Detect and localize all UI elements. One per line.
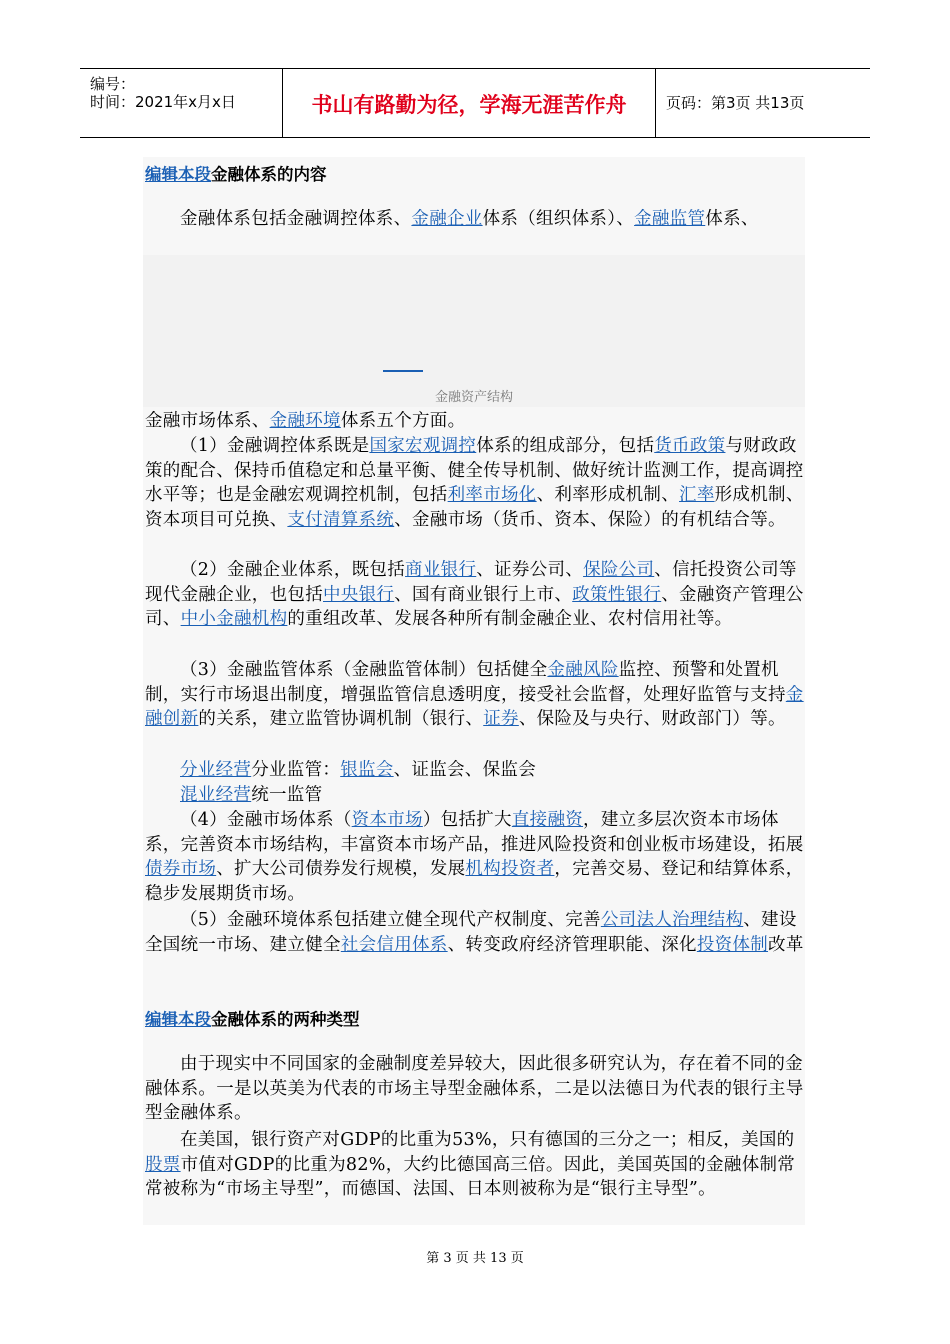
image-link-underline — [383, 370, 423, 372]
page-footer: 第 3 页 共 13 页 — [426, 1251, 524, 1266]
text: ，完善交易、登记和结算体系，稳步发展期货市场。 — [145, 859, 804, 904]
text: 与财政政策的配合、保持币值稳定和总量平衡、健全传导机制、做好统计监测工作，提高调控水平等；也是金融宏观调控机制，包括 — [145, 436, 804, 505]
text: 在美国，银行资产对GDP的比重为53%，只有德国的三分之一；相反，美国的 — [180, 1130, 795, 1150]
header-motto-cell — [283, 69, 656, 137]
text: ）包括扩大 — [422, 810, 512, 830]
image-caption: 金融资产结构 — [434, 390, 513, 405]
link-social-credit-system[interactable]: 社会信用体系 — [340, 934, 448, 955]
link-monetary-policy[interactable]: 货币政策 — [654, 436, 726, 456]
link-stock[interactable]: 股票 — [145, 1154, 181, 1175]
edit-section-link[interactable]: 编辑本段 — [145, 165, 211, 184]
text: 金融体系包括金融调控体系、 — [180, 209, 412, 229]
text: 的重组改革、发展各种所有制金融企业、农村信用社等。 — [287, 609, 733, 629]
text: 、保险及与央行、财政部门）等。 — [518, 709, 786, 729]
paragraph-3b — [145, 783, 805, 808]
header-page-cell — [656, 69, 870, 137]
text: 体系的组成部分，包括 — [476, 436, 655, 456]
text: 分业监管： — [251, 760, 341, 780]
link-macro-control[interactable]: 国家宏观调控 — [369, 436, 477, 456]
text: 、建设全国统一市场、建立健全 — [145, 910, 797, 955]
text: 、金融资产管理公司、 — [145, 584, 804, 629]
text: （3）金融监管体系（金融监管体制）包括健全 — [180, 660, 548, 680]
text: 的关系，建立监管协调机制（银行、 — [198, 709, 484, 729]
section-title: 金融体系的两种类型 — [211, 1010, 360, 1029]
link-interest-rate-marketization[interactable]: 利率市场化 — [447, 485, 537, 505]
paragraph-4 — [145, 808, 805, 906]
section-title: 金融体系的内容 — [211, 165, 327, 184]
motto: 书山有路勤为径，学海无涯苦作舟 — [311, 93, 627, 117]
text: 体系、 — [705, 209, 759, 229]
link-direct-financing[interactable]: 直接融资 — [511, 810, 584, 830]
link-securities[interactable]: 证券 — [483, 709, 519, 729]
text: 、证券公司、 — [476, 560, 584, 580]
link-financial-supervision[interactable]: 金融监管 — [634, 209, 706, 229]
header-info-cell — [80, 69, 283, 137]
paragraph-3a — [145, 758, 805, 783]
text: 改革 — [768, 934, 804, 955]
link-financial-environment[interactable]: 金融环境 — [269, 411, 341, 431]
link-separate-operation[interactable]: 分业经营 — [180, 760, 252, 780]
page-header — [80, 68, 870, 138]
text: 体系五个方面。 — [340, 411, 466, 431]
image-financial-asset-structure[interactable] — [143, 255, 805, 407]
paragraph-6: 由于现实中不同国家的金融制度差异较大，因此很多研究认为，存在着不同的金融体系。一是以英美为代表的市场主导型金融体系，二是以法德日为代表的银行主导型金融体系。 — [145, 1054, 804, 1123]
link-small-financial-institutions[interactable]: 中小金融机构 — [180, 609, 288, 629]
paragraph-5 — [145, 908, 805, 957]
paragraph-2 — [145, 558, 805, 632]
text: 、利率形成机制、 — [536, 485, 680, 505]
text: 、信托投资公司等现代金融企业，也包括 — [145, 560, 797, 605]
link-payment-clearing[interactable]: 支付清算系统 — [287, 509, 395, 530]
link-financial-innovation[interactable]: 金融创新 — [145, 684, 804, 729]
text: 、金融市场（货币、资本、保险）的有机结合等。 — [394, 509, 786, 530]
link-corporate-governance[interactable]: 公司法人治理结构 — [600, 910, 744, 930]
paragraph-intro-continued — [145, 409, 805, 434]
link-policy-bank[interactable]: 政策性银行 — [572, 584, 662, 605]
edit-section-link[interactable]: 编辑本段 — [145, 1010, 211, 1029]
link-financial-enterprise[interactable]: 金融企业 — [411, 209, 483, 229]
link-exchange-rate[interactable]: 汇率 — [679, 485, 715, 505]
text: 、转变政府经济管理职能、深化 — [447, 934, 697, 955]
link-central-bank[interactable]: 中央银行 — [323, 584, 395, 605]
text: ，建立多层次资本市场体系，完善资本市场结构，丰富资本市场产品，推进风险投资和创业板市场建设，拓展 — [145, 810, 804, 855]
section-heading-types — [145, 1006, 360, 1030]
link-investment-system[interactable]: 投资体制 — [696, 934, 769, 955]
text: 体系（组织体系）、 — [482, 209, 635, 229]
link-financial-risk[interactable]: 金融风险 — [547, 660, 619, 680]
text: 、国有商业银行上市、 — [394, 584, 573, 605]
text: （5）金融环境体系包括建立健全现代产权制度、完善 — [180, 910, 601, 930]
section-heading-contents — [145, 161, 327, 185]
text: （1）金融调控体系既是 — [180, 436, 370, 456]
text: 市值对GDP的比重为82%，大约比德国高三倍。因此，美国英国的金融体制常常被称为“市场主导型”，而德国、法国、日本则被称为是“银行主导型”。 — [145, 1154, 796, 1199]
link-insurance-company[interactable]: 保险公司 — [583, 560, 655, 580]
doc-time-label: 时间：2021年x月x日 — [90, 93, 236, 111]
text: 、扩大公司债券发行规模，发展 — [216, 859, 466, 879]
paragraph-3 — [145, 658, 805, 732]
doc-id-label: 编号： — [90, 75, 136, 93]
paragraph-1 — [145, 434, 805, 532]
paragraph-intro — [145, 207, 805, 232]
link-institutional-investors[interactable]: 机构投资者 — [465, 859, 555, 879]
link-bond-market[interactable]: 债券市场 — [145, 859, 217, 879]
paragraph-7 — [145, 1128, 805, 1202]
link-cbrc[interactable]: 银监会 — [340, 760, 394, 780]
text: 金融市场体系、 — [145, 411, 270, 431]
text: 、证监会、保监会 — [393, 760, 537, 780]
page-number-label: 页码：第3页 共13页 — [666, 94, 805, 112]
link-mixed-operation[interactable]: 混业经营 — [180, 785, 252, 805]
text: （4）金融市场体系（ — [180, 810, 352, 830]
text: （2）金融企业体系，既包括 — [180, 560, 406, 580]
text: 统一监管 — [251, 785, 323, 805]
link-commercial-bank[interactable]: 商业银行 — [405, 560, 477, 580]
text: 监控、预警和处置机制，实行市场退出制度，增强监管信息透明度，接受社会监督，处理好监管与支持 — [145, 660, 786, 705]
text: 形成机制、资本项目可兑换、 — [145, 485, 804, 530]
link-capital-market[interactable]: 资本市场 — [351, 810, 423, 830]
